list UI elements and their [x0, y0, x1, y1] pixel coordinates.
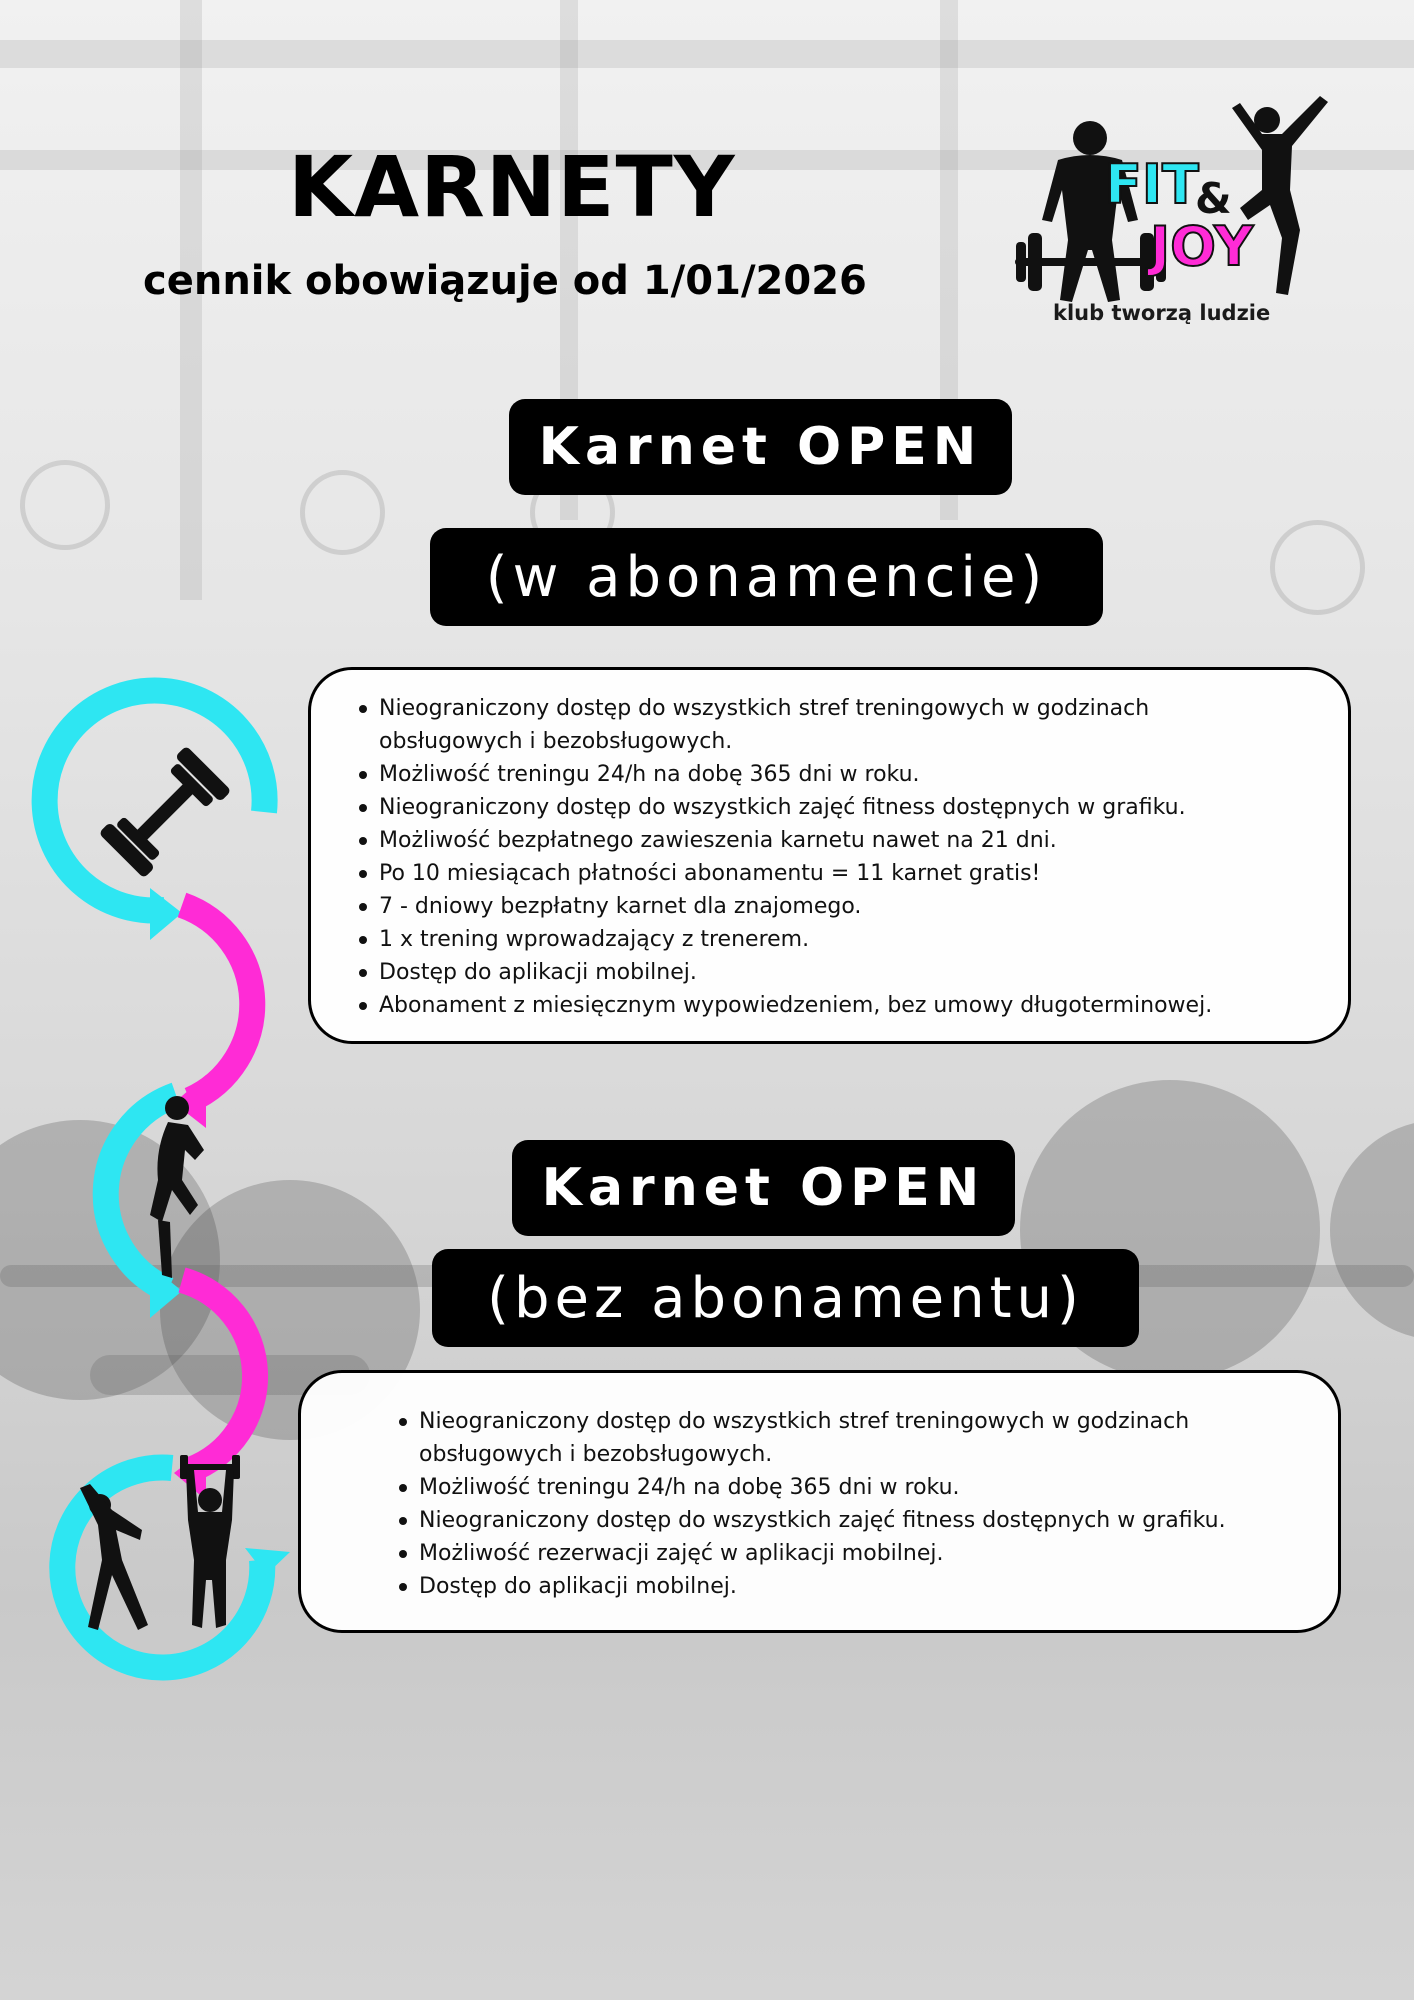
list-item: Możliwość bezpłatnego zawieszenia karnetu nawet na 21 dni.: [357, 824, 1348, 857]
stretching-woman-icon: [80, 1484, 148, 1630]
runner-icon: [150, 1096, 204, 1278]
section-1-title-pill: [509, 399, 1012, 495]
page-title: KARNETY: [288, 138, 736, 236]
list-item: Nieograniczony dostęp do wszystkich zajęć fitness dostępnych w grafiku.: [397, 1504, 1338, 1537]
list-item: Możliwość rezerwacji zajęć w aplikacji mobilnej.: [397, 1537, 1338, 1570]
section-2-benefits-list: [397, 1405, 1338, 1603]
section-1-subtitle-pill: [430, 528, 1103, 626]
logo-word-joy: JOY: [1150, 215, 1254, 278]
logo-ampersand: &: [1195, 174, 1232, 223]
section-1-title: Karnet OPEN: [538, 417, 983, 477]
price-valid-from: cennik obowiązuje od 1/01/2026: [143, 258, 867, 304]
list-item: Dostęp do aplikacji mobilnej.: [397, 1570, 1338, 1603]
section-2-title: Karnet OPEN: [541, 1158, 986, 1218]
dumbbell-icon: [99, 746, 232, 879]
fit-and-joy-logo: [1005, 88, 1345, 333]
section-1-subtitle: (w abonamencie): [485, 544, 1048, 610]
list-item: Nieograniczony dostęp do wszystkich stref treningowych w godzinach obsługowych i bezobsługowych.: [357, 692, 1348, 758]
logo-word-fit: FIT: [1105, 153, 1199, 216]
list-item: Po 10 miesiącach płatności abonamentu = 11 karnet gratis!: [357, 857, 1348, 890]
list-item: 7 - dniowy bezpłatny karnet dla znajomego.: [357, 890, 1348, 923]
list-item: Dostęp do aplikacji mobilnej.: [357, 956, 1348, 989]
list-item: Możliwość treningu 24/h na dobę 365 dni w roku.: [397, 1471, 1338, 1504]
list-item: Nieograniczony dostęp do wszystkich stref treningowych w godzinach obsługowych i bezobsługowych.: [397, 1405, 1338, 1471]
list-item: Abonament z miesięcznym wypowiedzeniem, bez umowy długoterminowej.: [357, 989, 1348, 1022]
section-1-benefits-card: [308, 667, 1351, 1044]
section-2-subtitle-pill: [432, 1249, 1139, 1347]
logo-tagline: klub tworzą ludzie: [1053, 301, 1271, 325]
weightlifter-icon: [180, 1455, 240, 1628]
section-1-benefits-list: [357, 692, 1348, 1022]
section-2-benefits-card: [298, 1370, 1341, 1633]
list-item: Możliwość treningu 24/h na dobę 365 dni w roku.: [357, 758, 1348, 791]
section-2-subtitle: (bez abonamentu): [487, 1265, 1084, 1331]
section-2-title-pill: [512, 1140, 1015, 1236]
list-item: 1 x trening wprowadzający z trenerem.: [357, 923, 1348, 956]
list-item: Nieograniczony dostęp do wszystkich zajęć fitness dostępnych w grafiku.: [357, 791, 1348, 824]
